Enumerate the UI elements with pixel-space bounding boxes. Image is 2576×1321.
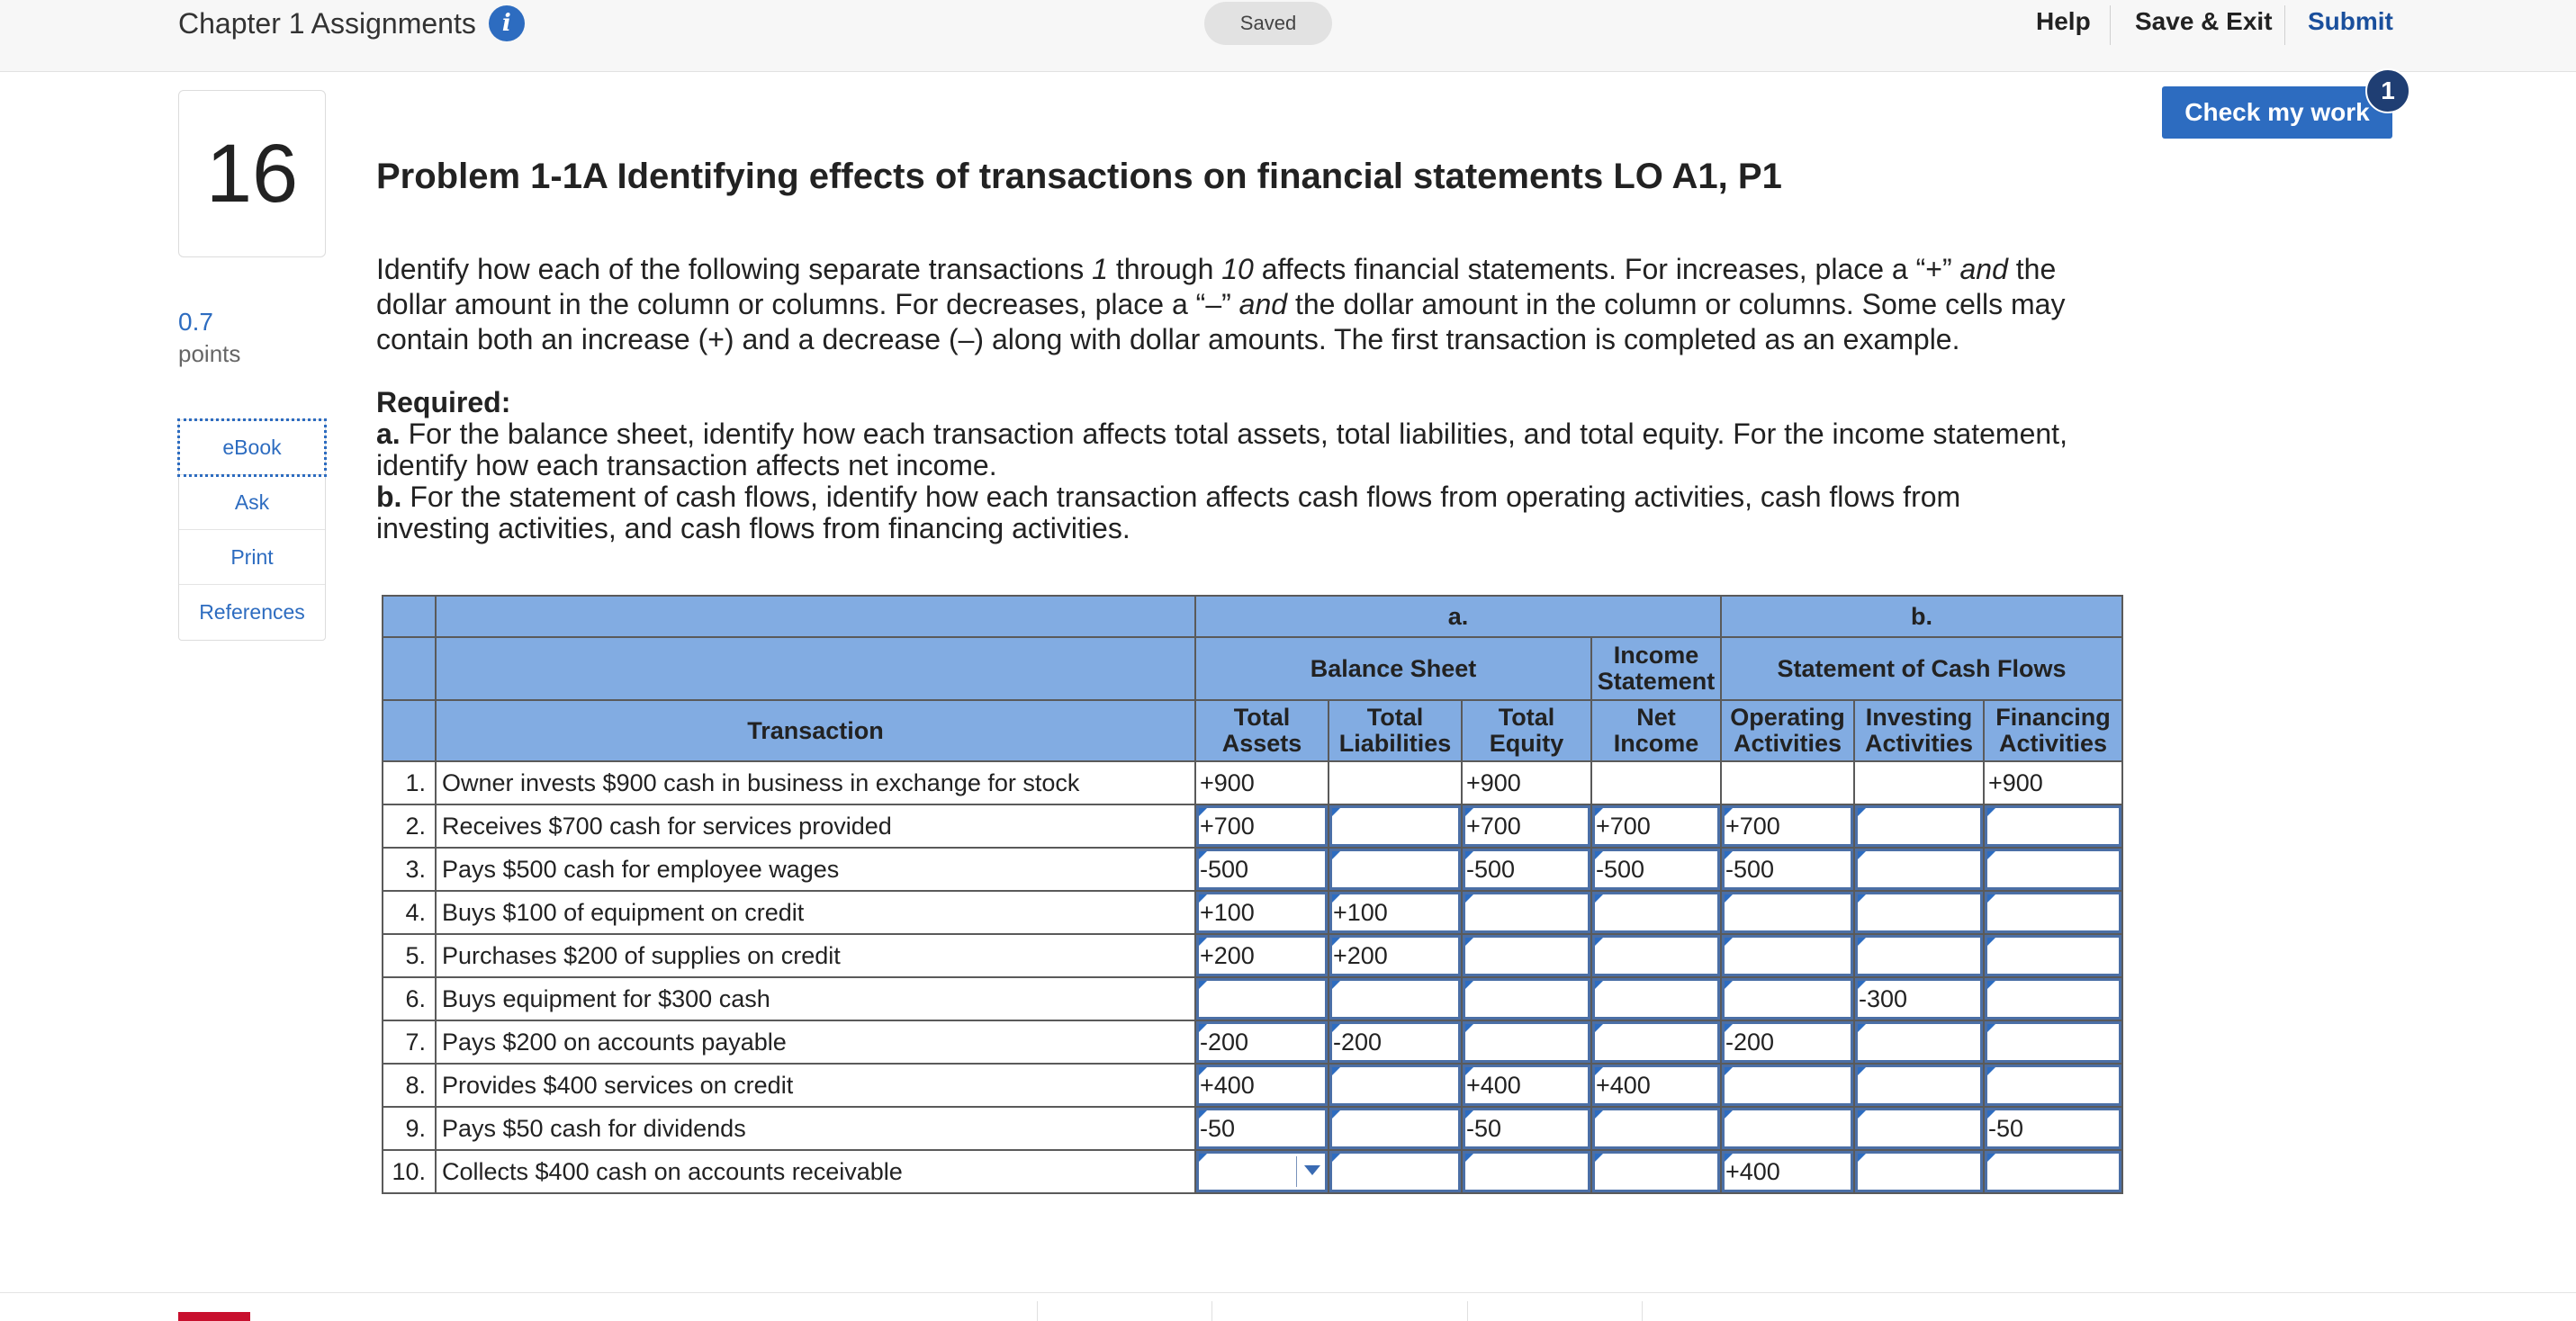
group-b-header: b. — [1721, 596, 2122, 637]
total-assets-cell[interactable] — [1195, 804, 1329, 848]
total-equity-cell — [1462, 761, 1591, 804]
ask-button[interactable]: Ask — [179, 475, 325, 530]
total-assets-cell — [1195, 761, 1329, 804]
transaction-description: Provides $400 services on credit — [436, 1064, 1195, 1107]
total-assets-cell[interactable] — [1195, 1107, 1329, 1150]
total-liabilities-cell[interactable] — [1329, 1150, 1462, 1193]
total-equity-header: Total Equity — [1462, 700, 1591, 761]
income-statement-header: Income Statement — [1591, 637, 1721, 700]
required-label: Required: — [376, 386, 511, 418]
transactions-table — [382, 595, 2123, 1194]
total-equity-value: +400 — [1466, 1072, 1521, 1099]
total-assets-cell[interactable] — [1195, 1020, 1329, 1064]
header-blank — [383, 637, 436, 700]
total-assets-cell[interactable] — [1195, 977, 1329, 1020]
net-income-cell[interactable] — [1591, 804, 1721, 848]
investing-activities-cell[interactable] — [1854, 977, 1984, 1020]
problem-title: Problem 1-1A Identifying effects of transactions on financial statements LO A1, P1 — [376, 157, 1782, 196]
operating-activities-cell[interactable] — [1721, 1020, 1854, 1064]
total-equity-cell[interactable] — [1462, 1064, 1591, 1107]
total-liabilities-cell — [1329, 761, 1462, 804]
net-income-cell[interactable] — [1591, 891, 1721, 934]
instructions-emphasis: 1 — [1092, 253, 1108, 285]
row-number: 9. — [383, 1107, 436, 1150]
print-button[interactable]: Print — [179, 530, 325, 585]
financing-activities-cell[interactable] — [1984, 1064, 2122, 1107]
table-row — [383, 848, 2122, 891]
financing-activities-cell[interactable] — [1984, 848, 2122, 891]
net-income-value: +400 — [1596, 1072, 1651, 1099]
save-exit-link[interactable]: Save & Exit — [2135, 7, 2273, 35]
total-assets-value: -50 — [1200, 1115, 1236, 1142]
financing-activities-cell[interactable] — [1984, 934, 2122, 977]
saved-status-badge: Saved — [1204, 2, 1332, 45]
check-my-work-button[interactable]: Check my work — [2162, 86, 2392, 139]
net-income-cell — [1591, 761, 1721, 804]
operating-activities-value: -500 — [1725, 856, 1775, 883]
row-number: 6. — [383, 977, 436, 1020]
net-income-cell[interactable] — [1591, 1107, 1721, 1150]
divider — [2110, 5, 2111, 45]
table-row — [383, 1020, 2122, 1064]
operating-activities-cell[interactable] — [1721, 848, 1854, 891]
table-row — [383, 891, 2122, 934]
row-number: 5. — [383, 934, 436, 977]
total-equity-cell[interactable] — [1462, 934, 1591, 977]
instructions-text: Identify how each of the following separate transactions — [376, 253, 1093, 285]
req-a-text: For the balance sheet, identify how each transaction affects total assets, total liabilities, and total equity. For the income statement, identify how each transaction affects net income. — [376, 418, 2067, 481]
investing-activities-cell — [1854, 761, 1984, 804]
total-assets-value: +700 — [1200, 813, 1255, 840]
transaction-description: Collects $400 cash on accounts receivable — [436, 1150, 1195, 1193]
transaction-description: Owner invests $900 cash in business in exchange for stock — [436, 761, 1195, 804]
investing-activities-cell[interactable] — [1854, 1020, 1984, 1064]
row-number: 10. — [383, 1150, 436, 1193]
total-liabilities-cell[interactable] — [1329, 848, 1462, 891]
total-assets-header: Total Assets — [1195, 700, 1329, 761]
total-liabilities-cell[interactable] — [1329, 1107, 1462, 1150]
points-value: 0.7 — [178, 308, 213, 336]
financing-activities-cell[interactable] — [1984, 1150, 2122, 1193]
question-tools — [178, 419, 326, 641]
financing-activities-header: Financing Activities — [1984, 700, 2122, 761]
instructions-text: the dollar amount in the column or columns. Some cells may contain both an increase (+) and a decrease (–) along with dollar amounts. The first transaction is completed as an example. — [376, 288, 2066, 355]
check-attempts-badge: 1 — [2365, 68, 2410, 113]
investing-activities-cell[interactable] — [1854, 804, 1984, 848]
table-row — [383, 1064, 2122, 1107]
total-equity-cell[interactable] — [1462, 891, 1591, 934]
operating-activities-cell[interactable] — [1721, 891, 1854, 934]
top-bar — [0, 0, 2576, 72]
investing-activities-cell[interactable] — [1854, 891, 1984, 934]
financing-activities-cell[interactable] — [1984, 1020, 2122, 1064]
header-blank — [436, 596, 1195, 637]
total-liabilities-value: -200 — [1333, 1029, 1383, 1056]
help-link[interactable]: Help — [2036, 7, 2091, 35]
total-assets-cell[interactable] — [1195, 1150, 1329, 1193]
total-liabilities-cell[interactable] — [1329, 891, 1462, 934]
investing-activities-cell[interactable] — [1854, 1150, 1984, 1193]
info-icon[interactable]: i — [489, 5, 525, 41]
total-liabilities-header: Total Liabilities — [1329, 700, 1462, 761]
transaction-description: Pays $500 cash for employee wages — [436, 848, 1195, 891]
transaction-description: Purchases $200 of supplies on credit — [436, 934, 1195, 977]
total-liabilities-cell[interactable] — [1329, 977, 1462, 1020]
operating-activities-cell[interactable] — [1721, 934, 1854, 977]
net-income-value: +700 — [1596, 813, 1651, 840]
investing-activities-cell[interactable] — [1854, 1107, 1984, 1150]
total-equity-cell[interactable] — [1462, 1107, 1591, 1150]
total-assets-value: +400 — [1200, 1072, 1255, 1099]
transaction-description: Pays $50 cash for dividends — [436, 1107, 1195, 1150]
divider — [2284, 5, 2285, 45]
total-equity-value: +700 — [1466, 813, 1521, 840]
footer-divider — [1211, 1301, 1212, 1321]
operating-activities-cell[interactable] — [1721, 1107, 1854, 1150]
investing-activities-cell[interactable] — [1854, 934, 1984, 977]
table-row — [383, 804, 2122, 848]
transaction-description: Buys $100 of equipment on credit — [436, 891, 1195, 934]
net-income-cell[interactable] — [1591, 1064, 1721, 1107]
total-liabilities-cell[interactable] — [1329, 1064, 1462, 1107]
table-row — [383, 1150, 2122, 1193]
table-row — [383, 934, 2122, 977]
net-income-cell[interactable] — [1591, 848, 1721, 891]
total-assets-value: -200 — [1200, 1029, 1249, 1056]
question-number: 16 — [178, 90, 326, 257]
instructions-emphasis: and — [1959, 253, 2008, 285]
operating-activities-value: -200 — [1725, 1029, 1775, 1056]
total-liabilities-cell[interactable] — [1329, 804, 1462, 848]
footer-divider — [0, 1292, 2576, 1293]
row-number: 4. — [383, 891, 436, 934]
total-equity-value: -500 — [1466, 856, 1516, 883]
total-assets-cell[interactable] — [1195, 848, 1329, 891]
financing-activities-cell[interactable] — [1984, 891, 2122, 934]
financing-activities-cell[interactable] — [1984, 977, 2122, 1020]
net-income-cell[interactable] — [1591, 934, 1721, 977]
total-equity-cell[interactable] — [1462, 1150, 1591, 1193]
total-equity-cell[interactable] — [1462, 1020, 1591, 1064]
total-assets-cell[interactable] — [1195, 891, 1329, 934]
table-row — [383, 977, 2122, 1020]
group-a-header: a. — [1195, 596, 1721, 637]
instructions-emphasis: 10 — [1221, 253, 1254, 285]
total-liabilities-cell[interactable] — [1329, 934, 1462, 977]
footer-divider — [1037, 1301, 1038, 1321]
total-liabilities-value: +100 — [1333, 899, 1388, 926]
header-blank — [383, 596, 436, 637]
operating-activities-header: Operating Activities — [1721, 700, 1854, 761]
ebook-button[interactable]: eBook — [179, 420, 325, 475]
chevron-down-icon[interactable] — [1304, 1165, 1320, 1175]
total-equity-value: -50 — [1466, 1115, 1502, 1142]
investing-activities-header: Investing Activities — [1854, 700, 1984, 761]
operating-activities-cell[interactable] — [1721, 1064, 1854, 1107]
requirements — [376, 387, 2068, 544]
transaction-description: Receives $700 cash for services provided — [436, 804, 1195, 848]
total-equity-value: +900 — [1466, 769, 1521, 796]
financing-activities-cell[interactable] — [1984, 804, 2122, 848]
assignment-title: Chapter 1 Assignments — [178, 6, 476, 40]
financing-activities-value: -50 — [1988, 1115, 2024, 1142]
footer-divider — [1642, 1301, 1643, 1321]
row-number: 3. — [383, 848, 436, 891]
publisher-logo — [178, 1312, 250, 1321]
total-equity-cell[interactable] — [1462, 804, 1591, 848]
total-equity-cell[interactable] — [1462, 848, 1591, 891]
row-number: 1. — [383, 761, 436, 804]
req-a-label: a. — [376, 418, 401, 450]
transaction-description: Pays $200 on accounts payable — [436, 1020, 1195, 1064]
header-blank — [436, 637, 1195, 700]
total-assets-value: +200 — [1200, 942, 1255, 969]
investing-activities-value: -300 — [1859, 985, 1908, 1012]
transaction-description: Buys equipment for $300 cash — [436, 977, 1195, 1020]
investing-activities-cell[interactable] — [1854, 848, 1984, 891]
instructions-text: the dollar amount in the column or columns. For decreases, place a “–” — [376, 253, 2057, 320]
table-body — [383, 761, 2122, 1193]
total-liabilities-cell[interactable] — [1329, 1020, 1462, 1064]
operating-activities-value: +700 — [1725, 813, 1780, 840]
operating-activities-cell[interactable] — [1721, 804, 1854, 848]
operating-activities-cell[interactable] — [1721, 1150, 1854, 1193]
financing-activities-cell[interactable] — [1984, 1107, 2122, 1150]
operating-activities-value: +400 — [1725, 1158, 1780, 1185]
instructions — [376, 252, 2068, 357]
header-blank — [383, 700, 436, 761]
net-income-value: -500 — [1596, 856, 1645, 883]
net-income-cell[interactable] — [1591, 977, 1721, 1020]
submit-link[interactable]: Submit — [2308, 7, 2393, 35]
total-equity-cell[interactable] — [1462, 977, 1591, 1020]
operating-activities-cell[interactable] — [1721, 977, 1854, 1020]
transaction-header: Transaction — [436, 700, 1195, 761]
balance-sheet-header: Balance Sheet — [1195, 637, 1591, 700]
row-number: 2. — [383, 804, 436, 848]
table-row — [383, 761, 2122, 804]
total-assets-value: +900 — [1200, 769, 1255, 796]
financing-activities-cell — [1984, 761, 2122, 804]
investing-activities-cell[interactable] — [1854, 1064, 1984, 1107]
net-income-cell[interactable] — [1591, 1150, 1721, 1193]
operating-activities-cell — [1721, 761, 1854, 804]
total-assets-cell[interactable] — [1195, 934, 1329, 977]
req-b-text: For the statement of cash flows, identify how each transaction affects cash flows from operating activities, cash flows from investing activities, and cash flows from financing activities. — [376, 481, 1961, 544]
total-assets-value: -500 — [1200, 856, 1249, 883]
cash-flows-header: Statement of Cash Flows — [1721, 637, 2122, 700]
instructions-text: affects financial statements. For increases, place a “+” — [1253, 253, 1960, 285]
instructions-emphasis: and — [1238, 288, 1288, 320]
footer-divider — [1467, 1301, 1468, 1321]
net-income-cell[interactable] — [1591, 1020, 1721, 1064]
req-b-label: b. — [376, 481, 402, 513]
references-button[interactable]: References — [199, 600, 305, 624]
dropdown-divider — [1296, 1156, 1297, 1187]
table-row — [383, 1107, 2122, 1150]
total-assets-cell[interactable] — [1195, 1064, 1329, 1107]
total-assets-value: +100 — [1200, 899, 1255, 926]
assignment-title-wrap — [178, 4, 525, 43]
instructions-text: through — [1107, 253, 1222, 285]
net-income-header: Net Income — [1591, 700, 1721, 761]
points-label: points — [178, 340, 241, 367]
financing-activities-value: +900 — [1988, 769, 2043, 796]
total-liabilities-value: +200 — [1333, 942, 1388, 969]
row-number: 7. — [383, 1020, 436, 1064]
row-number: 8. — [383, 1064, 436, 1107]
